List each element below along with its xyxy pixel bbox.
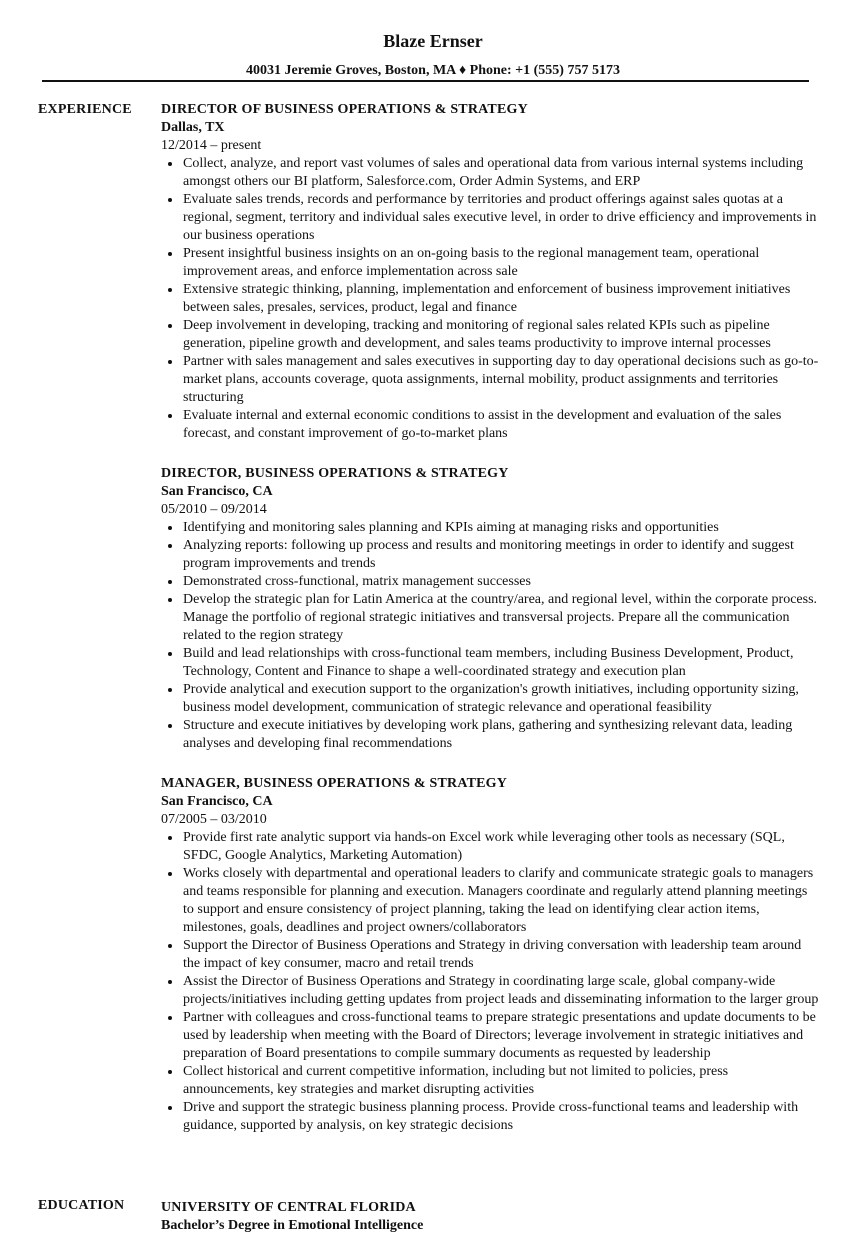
- section-label-education: EDUCATION: [38, 1198, 125, 1213]
- degree-name: Bachelor’s Degree in Emotional Intelligence: [161, 1218, 424, 1233]
- education-entry: [161, 1199, 821, 1235]
- school-name: UNIVERSITY OF CENTRAL FLORIDA: [161, 1200, 416, 1215]
- job-location: San Francisco, CA: [161, 794, 273, 809]
- job-dates: 12/2014 – present: [161, 138, 262, 153]
- bullet-item: Demonstrated cross-functional, matrix management successes: [161, 573, 821, 591]
- bullet-item: Works closely with departmental and operational leaders to clarify and communicate strategic goals to managers and teams responsible for planning and execution. Managers coordinate and regularly attend planning meetings to support and ensure consistency of project planning, taking the lead on identifying clear action items, milestones, goals, deadlines and project owners/collaborators: [161, 865, 821, 937]
- job-entry: [161, 101, 821, 443]
- bullet-item: Evaluate sales trends, records and performance by territories and product offerings against sales quotas at a regional, segment, territory and individual sales executive level, in order to drive efficiency and improvements in our business operations: [161, 191, 821, 245]
- section-label-experience: EXPERIENCE: [38, 102, 132, 117]
- bullet-item: Evaluate internal and external economic conditions to assist in the development and evaluation of the sales forecast, and constant improvement of go-to-market plans: [161, 407, 821, 443]
- bullet-item: Provide first rate analytic support via hands-on Excel work while leveraging other tools as necessary (SQL, SFDC, Google Analytics, Marketing Automation): [161, 829, 821, 865]
- job-entry: [161, 465, 821, 753]
- bullet-item: Assist the Director of Business Operations and Strategy in coordinating large scale, global company-wide projects/initiatives including getting updates from project leads and disseminating information to the larger group: [161, 973, 821, 1009]
- bullet-item: Extensive strategic thinking, planning, implementation and enforcement of business improvement initiatives between sales, presales, services, product, legal and finance: [161, 281, 821, 317]
- job-bullets: [161, 519, 821, 753]
- bullet-item: Provide analytical and execution support to the organization's growth initiatives, including opportunity sizing, business model development, communication of strategic relevance and operational feasibility: [161, 681, 821, 717]
- bullet-item: Deep involvement in developing, tracking and monitoring of regional sales related KPIs such as pipeline generation, pipeline growth and development, and sales teams productivity to improve internal processes: [161, 317, 821, 353]
- bullet-item: Develop the strategic plan for Latin America at the country/area, and regional level, within the corporate process. Manage the portfolio of regional strategic initiatives and transversal projects. Prepare all the communication related to the region strategy: [161, 591, 821, 645]
- bullet-item: Drive and support the strategic business planning process. Provide cross-functional teams and leadership with guidance, supported by analysis, on key strategic decisions: [161, 1099, 821, 1135]
- bullet-item: Support the Director of Business Operations and Strategy in driving conversation with leadership team around the impact of key consumer, macro and retail trends: [161, 937, 821, 973]
- bullet-item: Structure and execute initiatives by developing work plans, gathering and synthesizing relevant data, leading analyses and developing final recommendations: [161, 717, 821, 753]
- bullet-item: Build and lead relationships with cross-functional team members, including Business Development, Product, Technology, Content and Finance to shape a well-coordinated strategy and execution plan: [161, 645, 821, 681]
- job-dates: 07/2005 – 03/2010: [161, 812, 267, 827]
- bullet-item: Partner with sales management and sales executives in supporting day to day operational decisions such as go-to-market plans, accounts coverage, quota assignments, internal mobility, product assignments and territories structuring: [161, 353, 821, 407]
- job-title: DIRECTOR, BUSINESS OPERATIONS & STRATEGY: [161, 466, 509, 481]
- contact-line: 40031 Jeremie Groves, Boston, MA ♦ Phone: +1 (555) 757 5173: [246, 63, 620, 78]
- job-bullets: [161, 155, 821, 443]
- job-title: DIRECTOR OF BUSINESS OPERATIONS & STRATEGY: [161, 102, 528, 117]
- bullet-item: Collect historical and current competitive information, including but not limited to policies, press announcements, key strategies and market disrupting activities: [161, 1063, 821, 1099]
- bullet-item: Analyzing reports: following up process and results and monitoring meetings in order to identify and suggest program improvements and trends: [161, 537, 821, 573]
- job-dates: 05/2010 – 09/2014: [161, 502, 267, 517]
- job-entry: [161, 775, 821, 1135]
- job-title: MANAGER, BUSINESS OPERATIONS & STRATEGY: [161, 776, 508, 791]
- bullet-item: Identifying and monitoring sales planning and KPIs aiming at managing risks and opportunities: [161, 519, 821, 537]
- candidate-name: Blaze Ernser: [383, 31, 483, 51]
- bullet-item: Collect, analyze, and report vast volumes of sales and operational data from various internal systems including amongst others our BI platform, Salesforce.com, Order Admin Systems, and ERP: [161, 155, 821, 191]
- header-divider: [42, 80, 809, 82]
- job-bullets: [161, 829, 821, 1135]
- job-location: Dallas, TX: [161, 120, 225, 135]
- bullet-item: Present insightful business insights on an on-going basis to the regional management team, operational improvement areas, and enforce implementation across sale: [161, 245, 821, 281]
- job-location: San Francisco, CA: [161, 484, 273, 499]
- bullet-item: Partner with colleagues and cross-functional teams to prepare strategic presentations and update documents to be used by leadership when meeting with the Board of Directors; leverage involvement in strategic initiatives and preparation of Board presentations to compile summary documents as requested by leadership: [161, 1009, 821, 1063]
